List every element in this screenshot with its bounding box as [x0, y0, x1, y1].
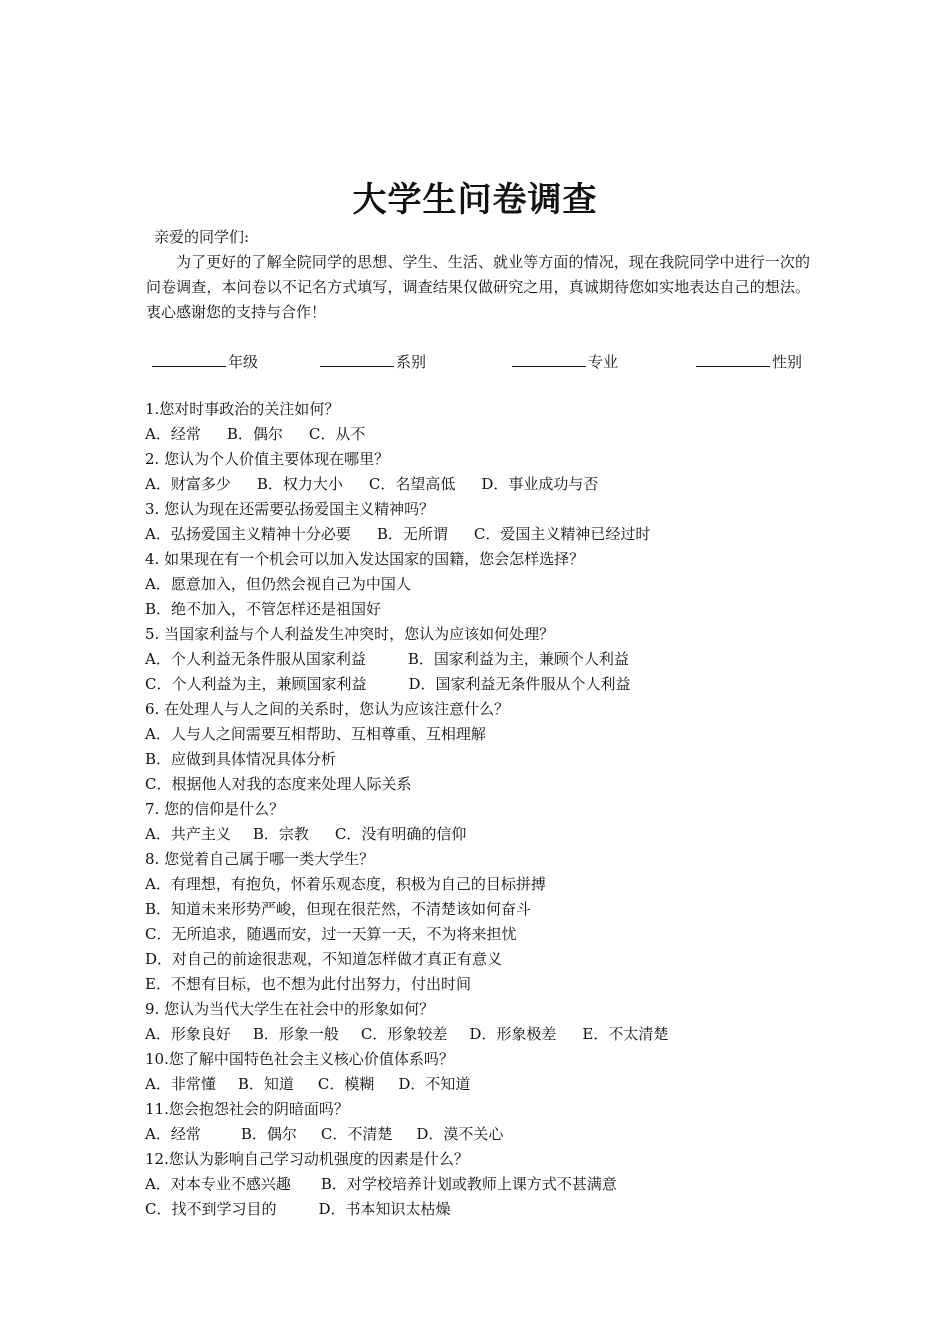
- answer-option[interactable]: A．弘扬爱国主义精神十分必要: [145, 525, 351, 543]
- answer-option[interactable]: B．对学校培养计划或教师上课方式不甚满意: [320, 1175, 617, 1193]
- answer-row: [145, 822, 825, 847]
- intro-paragraph: 为了更好的了解全院同学的思想、学生、生活、就业等方面的情况，现在我院同学中进行一次的问卷调查，本问卷以不记名方式填写，调查结果仅做研究之用，真诚期待您如实地表达自己的想法。衷心感谢您的支持与合作！: [146, 253, 810, 321]
- answer-option[interactable]: D．对自己的前途很悲观，不知道怎样做才真正有意义: [145, 950, 503, 968]
- answer-option[interactable]: C．根据他人对我的态度来处理人际关系: [145, 775, 412, 793]
- answer-option[interactable]: B．知道: [237, 1075, 294, 1093]
- question-list: [145, 397, 825, 1222]
- answer-option[interactable]: B．偶尔: [226, 425, 283, 443]
- answer-option[interactable]: C．形象较差: [360, 1025, 448, 1043]
- page-title: 大学生问卷调查: [352, 180, 598, 220]
- answer-option[interactable]: E．不太清楚: [582, 1025, 669, 1043]
- answer-row: [145, 747, 825, 772]
- answer-row: [145, 647, 825, 672]
- blank-line[interactable]: [320, 349, 394, 367]
- answer-option[interactable]: C．无所追求，随遇而安，过一天算一天，不为将来担忧: [145, 925, 517, 943]
- question-text: 2. 您认为个人价值主要体现在哪里？: [145, 450, 390, 468]
- question-text: 4. 如果现在有一个机会可以加入发达国家的国籍，您会怎样选择？: [145, 550, 585, 568]
- question-text: 6. 在处理人与人之间的关系时，您认为应该注意什么？: [145, 700, 510, 718]
- answer-option[interactable]: C．爱国主义精神已经过时: [473, 525, 651, 543]
- field-gender[interactable]: 性别: [696, 349, 802, 374]
- answer-option[interactable]: B．无所谓: [376, 525, 448, 543]
- answer-row: [145, 572, 825, 597]
- answer-option[interactable]: C．从不: [308, 425, 366, 443]
- answer-option[interactable]: C．个人利益为主，兼顾国家利益: [145, 675, 367, 693]
- greeting: 亲爱的同学们:: [154, 228, 250, 246]
- answer-option[interactable]: C．模糊: [317, 1075, 375, 1093]
- question-text: 1.您对时事政治的关注如何？: [145, 400, 340, 418]
- answer-option[interactable]: E．不想有目标，也不想为此付出努力，付出时间: [145, 975, 471, 993]
- answer-option[interactable]: D．事业成功与否: [481, 475, 599, 493]
- answer-row: [145, 1072, 825, 1097]
- blank-line[interactable]: [152, 349, 226, 367]
- question-text: 9. 您认为当代大学生在社会中的形象如何？: [145, 1000, 435, 1018]
- answer-option[interactable]: D．国家利益无条件服从个人利益: [408, 675, 631, 693]
- answer-row: [145, 722, 825, 747]
- answer-option[interactable]: B．应做到具体情况具体分析: [145, 750, 337, 768]
- answer-option[interactable]: A．经常: [145, 1125, 201, 1143]
- answer-option[interactable]: A．财富多少: [145, 475, 231, 493]
- answer-row: [145, 772, 825, 797]
- answer-option[interactable]: B．国家利益为主，兼顾个人利益: [407, 650, 629, 668]
- answer-option[interactable]: C．没有明确的信仰: [334, 825, 467, 843]
- answer-option[interactable]: A．对本专业不感兴趣: [145, 1175, 291, 1193]
- answer-option[interactable]: A．人与人之间需要互相帮助、互相尊重、互相理解: [145, 725, 486, 743]
- answer-option[interactable]: B．权力大小: [256, 475, 343, 493]
- answer-option[interactable]: B．绝不加入，不管怎样还是祖国好: [145, 600, 382, 618]
- question-text: 12.您认为影响自己学习动机强度的因素是什么？: [145, 1150, 469, 1168]
- answer-row: [145, 1197, 825, 1222]
- answer-row: [145, 947, 825, 972]
- answer-row: [145, 1172, 825, 1197]
- answer-option[interactable]: C．名望高低: [368, 475, 456, 493]
- answer-row: [145, 872, 825, 897]
- answer-option[interactable]: A．共产主义: [145, 825, 231, 843]
- question-text: 8. 您觉着自己属于哪一类大学生？: [145, 850, 375, 868]
- question-text: 11.您会抱怨社会的阴暗面吗？: [145, 1100, 349, 1118]
- answer-option[interactable]: B．偶尔: [240, 1125, 297, 1143]
- question-text: 5. 当国家利益与个人利益发生冲突时，您认为应该如何处理？: [145, 625, 555, 643]
- answer-option[interactable]: A．有理想，有抱负，怀着乐观态度，积极为自己的目标拼搏: [145, 875, 546, 893]
- question-text: 7. 您的信仰是什么？: [145, 800, 285, 818]
- answer-row: [145, 897, 825, 922]
- answer-option[interactable]: D．形象极差: [469, 1025, 557, 1043]
- question-text: 10.您了解中国特色社会主义核心价值体系吗？: [145, 1050, 454, 1068]
- question-text: 3. 您认为现在还需要弘扬爱国主义精神吗？: [145, 500, 435, 518]
- field-major[interactable]: 专业: [512, 349, 618, 374]
- answer-row: [145, 1122, 825, 1147]
- answer-option[interactable]: C．不清楚: [320, 1125, 393, 1143]
- answer-option[interactable]: D．书本知识太枯燥: [318, 1200, 451, 1218]
- answer-option[interactable]: B．知道未来形势严峻，但现在很茫然，不清楚该如何奋斗: [145, 900, 532, 918]
- answer-row: [145, 972, 825, 997]
- field-grade[interactable]: 年级: [152, 349, 258, 374]
- answer-option[interactable]: B．宗教: [252, 825, 309, 843]
- answer-option[interactable]: D．不知道: [398, 1075, 471, 1093]
- answer-row: [145, 472, 825, 497]
- answer-option[interactable]: D．漠不关心: [416, 1125, 504, 1143]
- answer-option[interactable]: C．找不到学习目的: [145, 1200, 277, 1218]
- blank-line[interactable]: [512, 349, 586, 367]
- answer-option[interactable]: A．个人利益无条件服从国家利益: [145, 650, 366, 668]
- answer-row: [145, 672, 825, 697]
- answer-option[interactable]: A．形象良好: [145, 1025, 231, 1043]
- answer-row: [145, 522, 825, 547]
- answer-option[interactable]: A．愿意加入，但仍然会视自己为中国人: [145, 575, 411, 593]
- answer-row: [145, 1022, 825, 1047]
- answer-option[interactable]: A．非常懂: [145, 1075, 216, 1093]
- answer-row: [145, 597, 825, 622]
- blank-line[interactable]: [696, 349, 770, 367]
- answer-row: [145, 422, 825, 447]
- answer-option[interactable]: B．形象一般: [252, 1025, 339, 1043]
- answer-option[interactable]: A．经常: [145, 425, 201, 443]
- field-department[interactable]: 系别: [320, 349, 426, 374]
- answer-row: [145, 922, 825, 947]
